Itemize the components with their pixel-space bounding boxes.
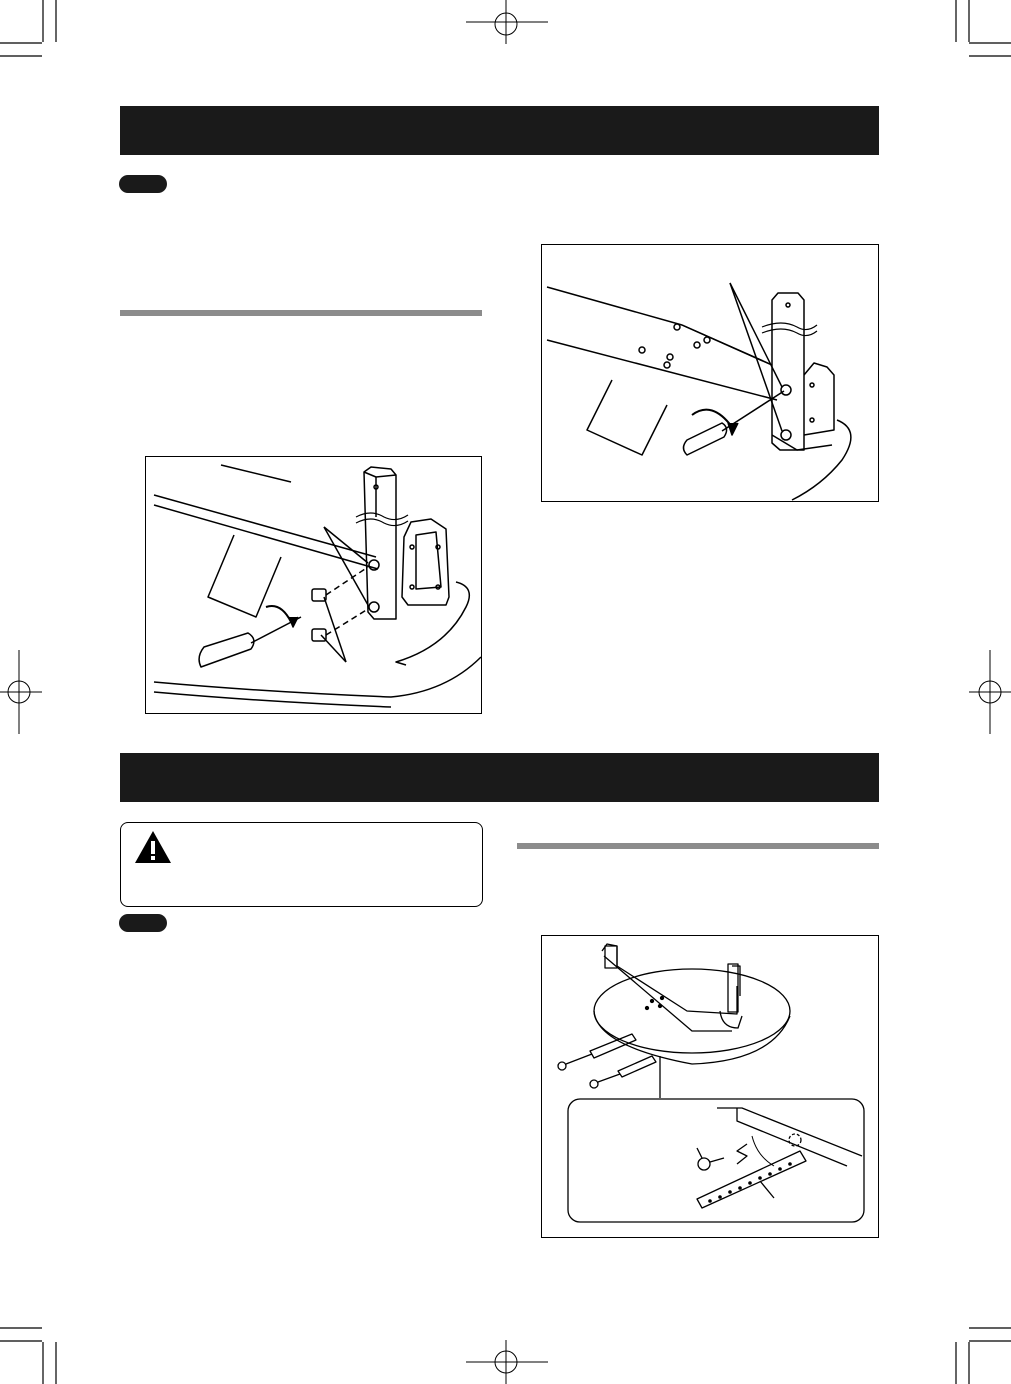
figure-screw-tightening (541, 244, 879, 502)
registration-mark-icon (466, 0, 548, 44)
registration-mark-icon (466, 1340, 548, 1384)
figure-cable-band (541, 935, 879, 1238)
section-header-bar (120, 753, 879, 802)
section-header-bar (120, 106, 879, 155)
figure-bracket-screws (145, 456, 482, 714)
note-badge (119, 175, 167, 193)
note-badge (119, 914, 167, 932)
warning-triangle-icon (133, 829, 173, 865)
registration-mark-icon (969, 650, 1011, 734)
caution-box (120, 822, 483, 907)
registration-mark-icon (0, 650, 42, 734)
subsection-rule (120, 310, 482, 316)
subsection-rule (517, 843, 879, 849)
